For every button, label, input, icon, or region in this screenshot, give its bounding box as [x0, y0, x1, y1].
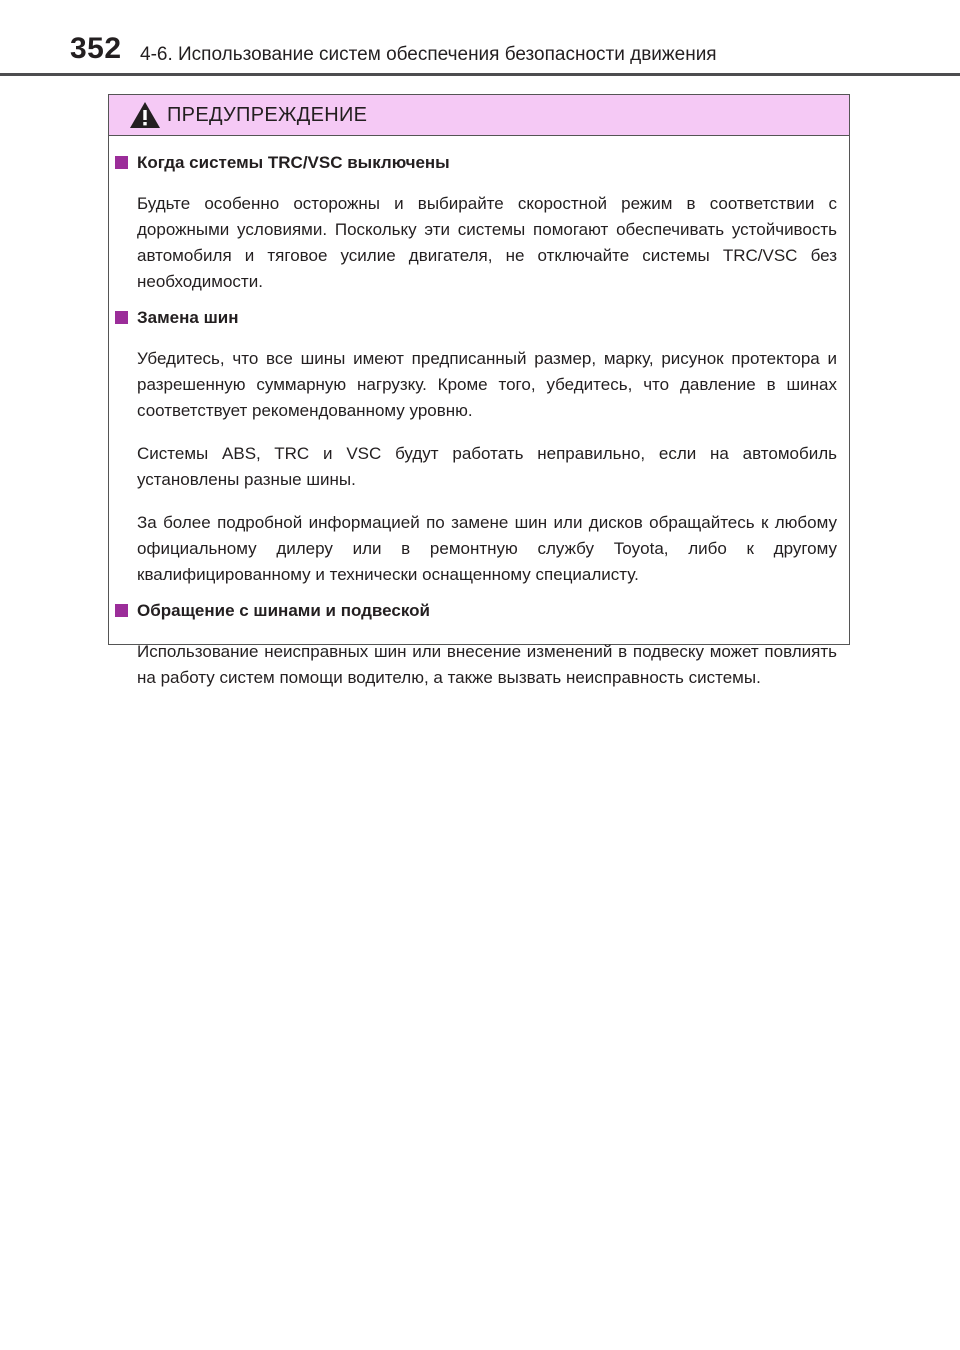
- bullet-square-icon: [115, 311, 128, 324]
- item-heading-tires-suspension: [115, 600, 837, 622]
- warning-title: ПРЕДУПРЕЖДЕНИЕ: [167, 104, 368, 126]
- item-heading-text: Замена шин: [137, 308, 239, 327]
- item-paragraph: Системы ABS, TRC и VSC будут работать неправильно, если на автомобиль установлены разные шины.: [137, 444, 837, 489]
- section-title: 4-6. Использование систем обеспечения безопасности движения: [140, 44, 717, 65]
- bullet-square-icon: [115, 156, 128, 169]
- warning-body: [109, 136, 849, 691]
- warning-triangle-icon: [129, 101, 161, 129]
- item-paragraph: За более подробной информацией по замене шин или дисков обращайтесь к любому официальному дилеру или в ремонтную службу Toyota, либо к другому квалифицированному и технически оснащенному специалисту.: [137, 513, 837, 584]
- bullet-square-icon: [115, 604, 128, 617]
- page-number: 352: [70, 32, 122, 65]
- item-heading-tire-replacement: [115, 307, 837, 329]
- item-paragraph: Будьте особенно осторожны и выбирайте скоростной режим в соответствии с дорожными условиями. Поскольку эти системы помогают обеспечивать устойчивость автомобиля и тяговое усилие двигателя, не отключайте системы TRC/VSC без необходимости.: [137, 194, 837, 291]
- item-heading-text: Когда системы TRC/VSC выключены: [137, 153, 450, 172]
- item-paragraph: Убедитесь, что все шины имеют предписанный размер, марку, рисунок протектора и разрешенную суммарную нагрузку. Кроме того, убедитесь, что давление в шинах соответствует рекомендованному уровню.: [137, 349, 837, 420]
- item-paragraph: Использование неисправных шин или внесение изменений в подвеску может повлиять на работу систем помощи водителю, а также вызвать неисправность системы.: [137, 642, 837, 687]
- item-heading-text: Обращение с шинами и подвеской: [137, 601, 430, 620]
- warning-header: [109, 95, 849, 136]
- page-header: [0, 0, 960, 76]
- item-heading-trc-vsc-off: [115, 152, 837, 174]
- header-rule: [0, 73, 960, 76]
- warning-box: [108, 94, 850, 687]
